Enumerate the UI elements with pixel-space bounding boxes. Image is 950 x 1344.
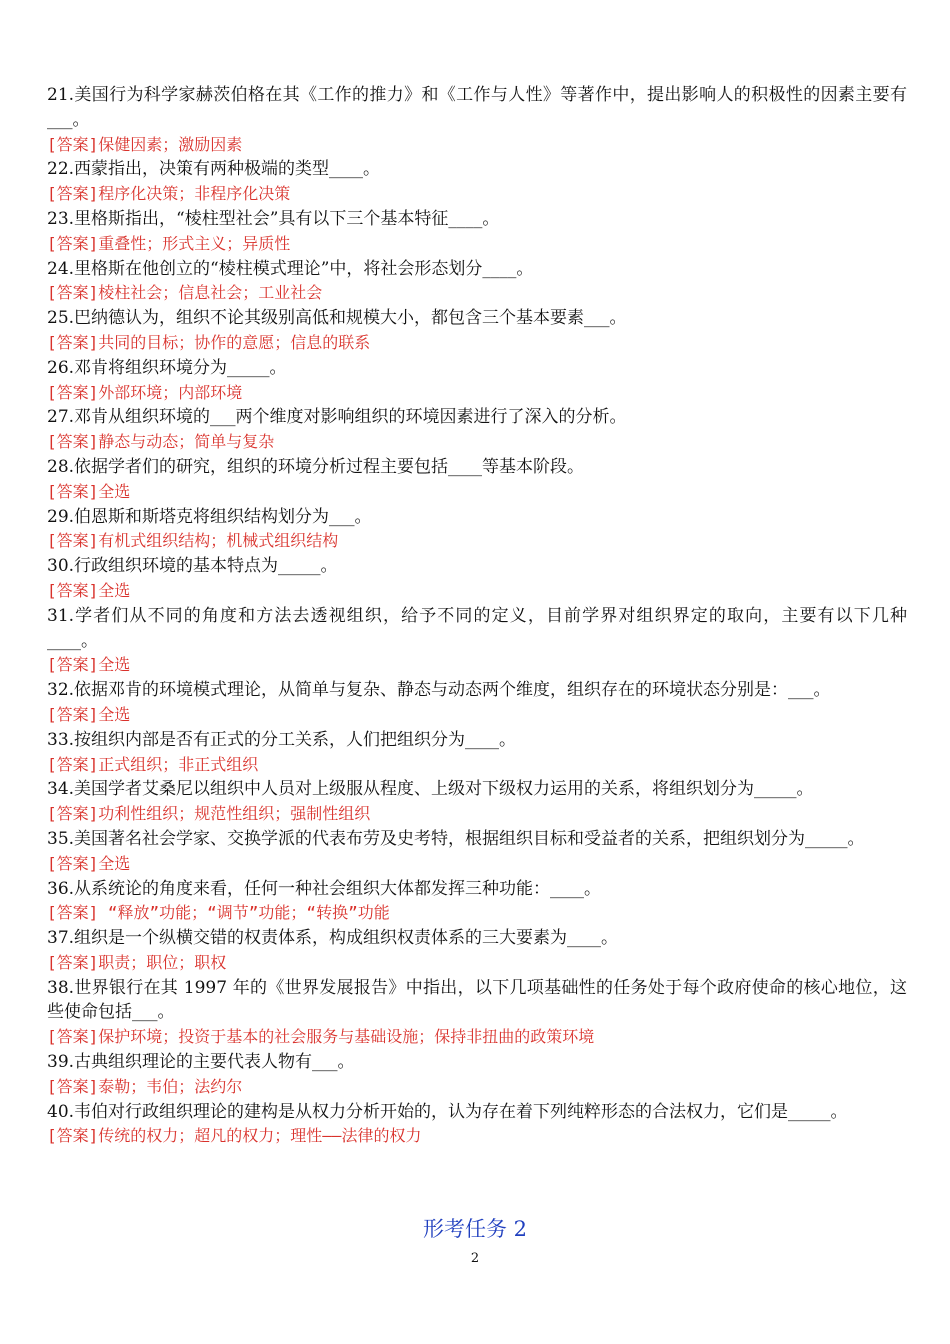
answer-text: [答案]正式组织；非正式组织 (47, 754, 259, 774)
question-text: 23.里格斯指出，“棱柱型社会”具有以下三个基本特征____。 (47, 208, 500, 229)
question-38 (47, 976, 907, 1050)
question-30 (47, 554, 907, 604)
answer-text: [答案]保护环境；投资于基本的社会服务与基础设施；保持非扭曲的政策环境 (47, 1027, 595, 1047)
answer-text: [答案]全选 (47, 655, 131, 675)
question-40 (47, 1100, 907, 1150)
question-text: 28.依据学者们的研究，组织的环境分析过程主要包括____等基本阶段。 (47, 456, 585, 477)
answer-text: [答案]程序化决策；非程序化决策 (47, 184, 291, 204)
question-37 (47, 926, 907, 976)
answer-text: [答案]静态与动态；简单与复杂 (47, 432, 275, 452)
question-31 (47, 604, 907, 678)
question-text: 29.伯恩斯和斯塔克将组织结构划分为___。 (47, 506, 372, 527)
question-text: 24.里格斯在他创立的“棱柱模式理论”中，将社会形态划分____。 (47, 258, 534, 279)
question-32 (47, 678, 907, 728)
question-text: 37.组织是一个纵横交错的权责体系，构成组织权责体系的三大要素为____。 (47, 928, 619, 949)
answer-text: [答案]传统的权力；超凡的权力；理性——法律的权力 (47, 1126, 422, 1146)
answer-text: [答案]重叠性；形式主义；异质性 (47, 233, 291, 253)
question-39 (47, 1050, 907, 1100)
answer-text: [答案]功利性组织；规范性组织；强制性组织 (47, 804, 371, 824)
question-text: 30.行政组织环境的基本特点为_____。 (47, 556, 338, 577)
question-text: 27.邓肯从组织环境的___两个维度对影响组织的环境因素进行了深入的分析。 (47, 407, 627, 428)
question-34 (47, 777, 907, 827)
question-36 (47, 877, 907, 927)
question-text: 33.按组织内部是否有正式的分工关系，人们把组织分为____。 (47, 729, 517, 750)
question-29 (47, 505, 907, 555)
question-25 (47, 306, 907, 356)
answer-text: [答案]保健因素；激励因素 (47, 134, 243, 154)
document-body (47, 83, 907, 1149)
answer-text: [答案]全选 (47, 853, 131, 873)
question-21 (47, 83, 907, 157)
question-text: 38.世界银行在其 1997 年的《世界发展报告》中指出，以下几项基础性的任务处于每个政府使命的核心地位，这些使命包括___。 (47, 977, 907, 1023)
question-23 (47, 207, 907, 257)
page-number: 2 (470, 1251, 480, 1266)
question-text: 36.从系统论的角度来看，任何一种社会组织大体都发挥三种功能：____。 (47, 878, 602, 899)
question-text: 26.邓肯将组织环境分为_____。 (47, 357, 287, 378)
answer-text: [答案]职责；职位；职权 (47, 952, 227, 972)
question-33 (47, 728, 907, 778)
question-26 (47, 356, 907, 406)
question-text: 34.美国学者艾桑尼以组织中人员对上级服从程度、上级对下级权力运用的关系，将组织划分为_____。 (47, 779, 814, 800)
question-text: 21.美国行为科学家赫茨伯格在其《工作的推力》和《工作与人性》等著作中，提出影响人的积极性的因素主要有___。 (47, 85, 907, 130)
question-28 (47, 455, 907, 505)
answer-text: [答案]全选 (47, 580, 131, 600)
question-text: 39.古典组织理论的主要代表人物有___。 (47, 1052, 355, 1073)
question-text: 31.学者们从不同的角度和方法去透视组织，给予不同的定义，目前学界对组织界定的取向，主要有以下几种____。 (47, 605, 907, 651)
question-text: 35.美国著名社会学家、交换学派的代表布劳及史考特，根据组织目标和受益者的关系，把组织划分为_____。 (47, 828, 865, 849)
answer-text: [答案]泰勒；韦伯；法约尔 (47, 1076, 243, 1096)
answer-text: [答案]共同的目标；协作的意愿；信息的联系 (47, 332, 371, 352)
answer-text: [答案] “释放”功能；“调节”功能；“转换”功能 (47, 903, 390, 923)
question-27 (47, 405, 907, 455)
question-35 (47, 827, 907, 877)
question-text: 40.韦伯对行政组织理论的建构是从权力分析开始的，认为存在着下列纯粹形态的合法权力，它们是_____。 (47, 1101, 848, 1122)
answer-text: [答案]全选 (47, 481, 131, 501)
question-24 (47, 257, 907, 307)
question-text: 32.依据邓肯的环境模式理论，从简单与复杂、静态与动态两个维度，组织存在的环境状态分别是：___。 (47, 680, 831, 701)
answer-text: [答案]棱柱社会；信息社会；工业社会 (47, 283, 323, 303)
question-22 (47, 157, 907, 207)
section-title: 形考任务 2 (422, 1217, 528, 1241)
answer-text: [答案]外部环境；内部环境 (47, 382, 243, 402)
question-text: 22.西蒙指出，决策有两种极端的类型____。 (47, 159, 381, 180)
question-text: 25.巴纳德认为，组织不论其级别高低和规模大小，都包含三个基本要素___。 (47, 308, 627, 329)
answer-text: [答案]全选 (47, 704, 131, 724)
answer-text: [答案]有机式组织结构；机械式组织结构 (47, 531, 339, 551)
